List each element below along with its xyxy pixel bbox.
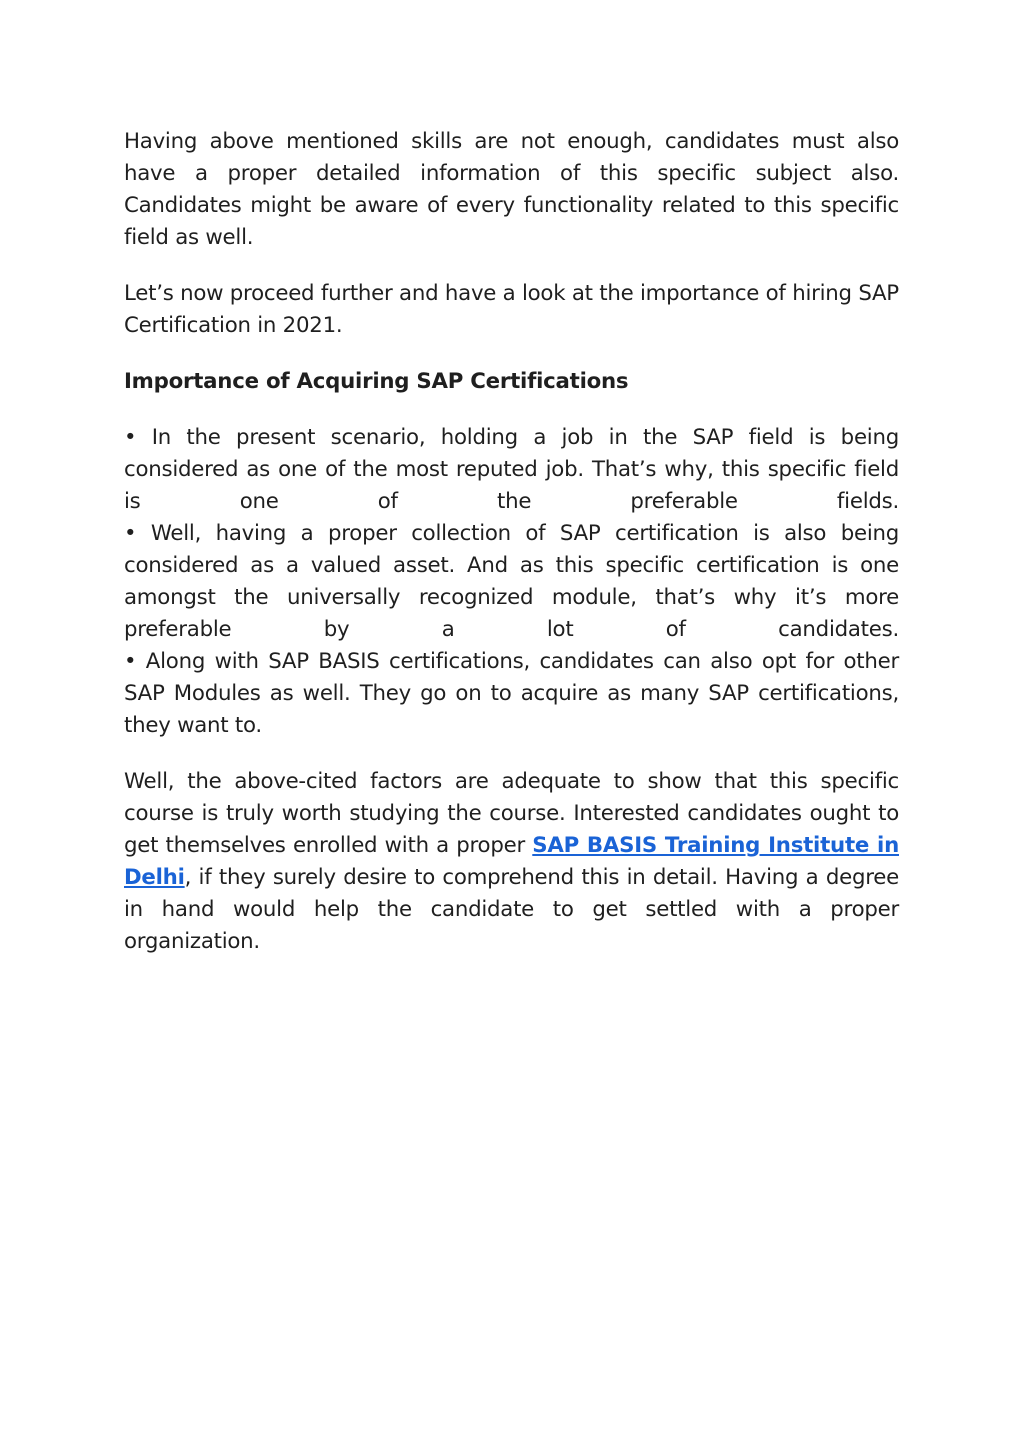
section-heading: Importance of Acquiring SAP Certifications: [124, 369, 629, 394]
bullet-list: [124, 422, 899, 742]
proceed-paragraph: Let’s now proceed further and have a look at the importance of hiring SAP Certification in 2021.: [124, 281, 899, 338]
conclusion-paragraph: [124, 766, 899, 958]
intro-paragraph: Having above mentioned skills are not enough, candidates must also have a proper detailed information of this specific subject also. Candidates might be aware of every functionality related to this specific field as well.: [124, 129, 899, 250]
training-institute-link[interactable]: SAP BASIS Training Institute in Delhi: [124, 833, 899, 890]
conclusion-text-before-link: Well, the above-cited factors are adequate to show that this specific course is truly worth studying the course. Interested candidates ought to get themselves enrolled with a proper: [124, 769, 899, 858]
bullet-item: • Along with SAP BASIS certifications, candidates can also opt for other SAP Modules as well. They go on to acquire as many SAP certifications, they want to.: [124, 649, 899, 738]
bullet-item: • Well, having a proper collection of SAP certification is also being considered as a valued asset. And as this specific certification is one amongst the universally recognized module, that’s why it’s more preferable by a lot of candidates.: [124, 521, 899, 642]
conclusion-text-after-link: , if they surely desire to comprehend this in detail. Having a degree in hand would help the candidate to get settled with a proper organization.: [124, 865, 899, 954]
bullet-item: • In the present scenario, holding a job in the SAP field is being considered as one of the most reputed job. That’s why, this specific field is one of the preferable fields.: [124, 425, 899, 514]
document-body: [124, 126, 899, 982]
